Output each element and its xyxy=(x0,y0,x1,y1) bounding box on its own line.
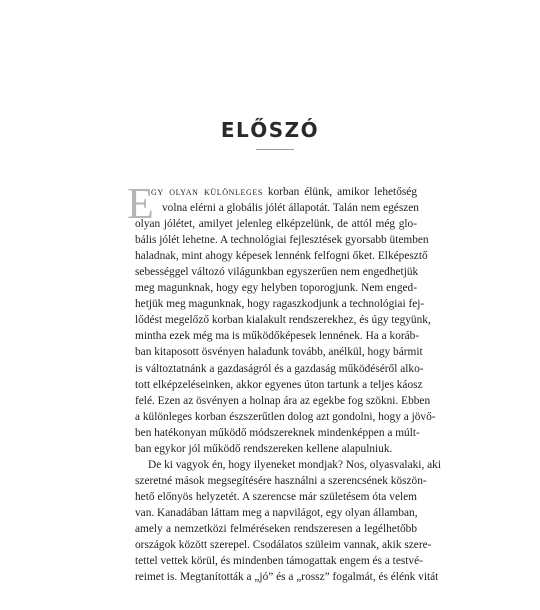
text-line: szeretné mások megsegítésére használni a szerencsének köszön- xyxy=(135,474,427,487)
text-line: sebességgel változó világunkban egyszerűen nem engedhetjük xyxy=(135,266,419,279)
text-line: ban egykor jól működő rendszereken kellene alapulniuk. xyxy=(135,442,393,455)
drop-cap: E xyxy=(127,179,154,228)
text-line: tott elképzeléseinken, akkor egyenes úton tartunk a teljes káosz xyxy=(135,378,423,391)
small-caps-opening: gy olyan különleges xyxy=(151,186,263,198)
text-line: is változtatnánk a gazdaságról és a gazdaság működéséről alko- xyxy=(135,362,424,375)
text-line: hető előnyös helyzetét. A szerencse már születésem óta velem xyxy=(135,490,417,503)
text-line: bális jólét lehetne. A technológiai fejlesztések gyorsabb ütemben xyxy=(135,234,429,247)
text-line: tettel vettek körül, és mindenben támogattak engem és a testvé- xyxy=(135,555,423,568)
text-line: haladnak, mint ahogy képesek lennénk felfogni őket. Elképesztő xyxy=(135,250,428,263)
text-line: meg magunknak, hogy egy helyben toporogjunk. Nem enged- xyxy=(135,282,417,295)
text-line: reimet is. Megtanították a „jó” és a „rossz” fogalmát, és élénk vitát xyxy=(135,571,439,584)
text-line: De ki vagyok én, hogy ilyeneket mondjak? Nos, olyasvalaki, aki xyxy=(148,458,441,471)
text-line: a különleges korban észszerűtlen dolog azt gondolni, hogy a jövő- xyxy=(135,410,436,423)
text-line: országok között szerepel. Csodálatos szüleim vannak, akik szere- xyxy=(135,539,432,552)
text-line: ben hatékonyan működő módszereknek mindenképpen a múlt- xyxy=(135,426,420,439)
first-line-rest: korban élünk, amikor lehetőség xyxy=(262,186,417,198)
text-line: van. Kanadában láttam meg a napvilágot, egy olyan államban, xyxy=(135,506,418,519)
text-line xyxy=(135,184,417,200)
text-line: hetjük meg magunknak, hogy ragaszkodjunk a technológiai fej- xyxy=(135,298,425,311)
chapter-body xyxy=(135,184,441,585)
title-divider xyxy=(256,149,294,150)
text-line: mintha ezek még ma is működőképesek lennének. Ha a koráb- xyxy=(135,330,420,343)
paragraph-1 xyxy=(135,184,436,457)
text-line: amely a nemzetközi felméréseken rendszeresen a legélhetőbb xyxy=(135,522,417,535)
text-line: ban kitaposott ösvényen haladunk tovább, anélkül, hogy bármit xyxy=(135,346,423,359)
text-line: volna elérni a globális jólét állapotát. Talán nem egészen xyxy=(162,202,419,215)
text-line: lődést megelőző korban kialakult rendszerekhez, és úgy tegyünk, xyxy=(135,314,431,327)
text-line: felé. Ezen az ösvényen a holnap ára az egekbe fog szökni. Ebben xyxy=(135,394,431,407)
text-line: olyan jólétet, amilyet jelenleg elképzelünk, de attól még glo- xyxy=(135,218,417,231)
paragraph-2 xyxy=(135,457,441,585)
chapter-title: ELŐSZÓ xyxy=(220,118,320,142)
